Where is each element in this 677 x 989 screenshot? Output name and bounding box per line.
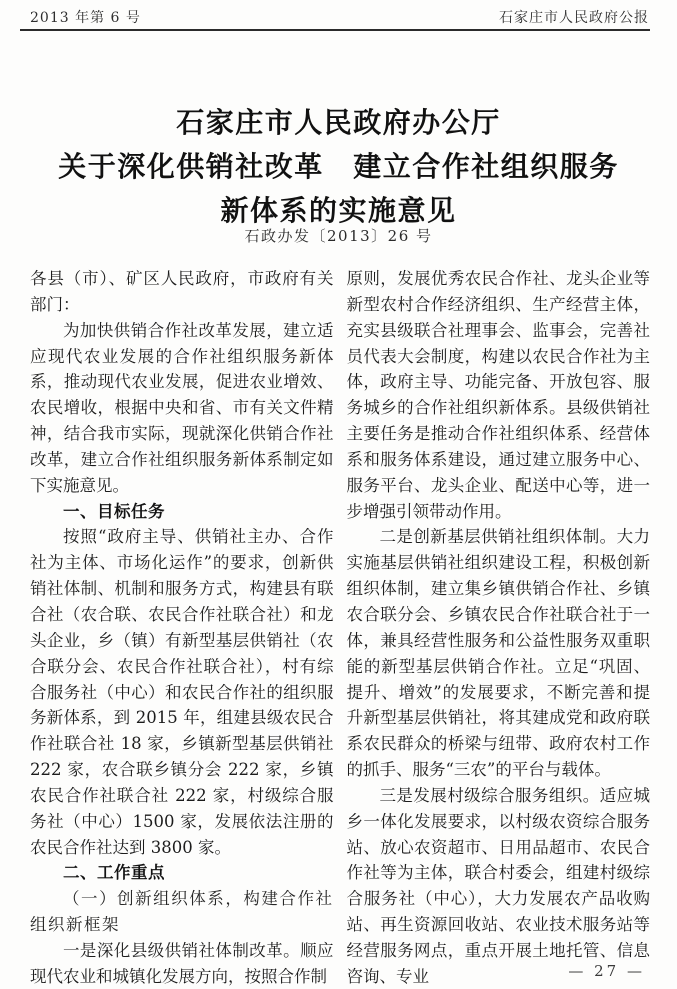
document-number: 石政办发〔2013〕26 号 [244,227,433,245]
header-gazette-title: 石家庄市人民政府公报 [499,10,649,26]
title-line-2: 关于深化供销社改革 建立合作社组织服务 [58,149,619,183]
paragraph: 按照“政府主导、供销社主办、合作社为主体、市场化运作”的要求，创新供销社体制、机制和服务方式，构建县有联合社（农合联、农民合作社联合社）和龙头企业，乡（镇）有新型基层供销社（农合联分会、农民合作社联合社），村有综合服务社（中心）和农民合作社的组织服务新体系，到 2015 年，组建县级农民合作社联合社 18 家，乡镇新型基层供销社 222 家，农合联乡镇分会 222 家，乡镇农民合作社联合社 222 家，村级综合服务社（中心）1500 家，发展依法注册的农民合作社达到 3800 家。 [30,527,334,857]
paragraph: 各县（市）、矿区人民政府，市政府有关部门： [30,269,334,314]
column-left [30,266,334,989]
page-number: — 27 — [568,962,645,980]
paragraph: 一是深化县级供销社体制改革。顺应现代农业和城镇化发展方向，按照合作制 [30,940,334,986]
page-footer [568,962,645,980]
section-heading: 二、工作重点 [63,863,165,883]
section-heading: 一、目标任务 [63,501,165,521]
paragraph: 三是发展村级综合服务组织。适应城乡一体化发展要求，以村级农资综合服务站、放心农资超市、日用品超市、农民合作社等为主体，联合村委会，组建村级综合服务社（中心），大力发展农产品收购站、再生资源回收站、农业技术服务站等经营服务网点，重点开展土地托管、信息咨询、专业 [346,785,650,986]
paragraph: 原则，发展优秀农民合作社、龙头企业等新型农村合作经济组织、生产经营主体，充实县级联合社理事会、监事会，完善社员代表大会制度，构建以农民合作社为主体，政府主导、功能完备、开放包容、服务城乡的合作社组织新体系。县级供销社主要任务是推动合作社组织体系、经营体系和服务体系建设，通过建立服务中心、服务平台、龙头企业、配送中心等，进一步增强引领带动作用。 [346,269,650,521]
document-title [10,101,667,233]
paragraph: 为加快供销合作社改革发展，建立适应现代农业发展的合作社组织服务新体系，推动现代农业发展，促进农业增效、农民增收，根据中央和省、市有关文件精神，结合我市实际，现就深化供销合作社改革，建立合作社组织服务新体系制定如下实施意见。 [30,320,334,495]
title-line-3: 新体系的实施意见 [220,193,457,227]
header-issue-number: 2013 年第 6 号 [30,10,141,26]
title-line-1: 石家庄市人民政府办公厅 [176,105,501,139]
running-header [30,7,649,27]
body-columns [30,266,650,989]
section-subheading: （一）创新组织体系，构建合作社组织新框架 [30,889,334,935]
column-right [347,266,651,989]
header-rule [20,29,650,31]
paragraph: 二是创新基层供销社组织体制。大力实施基层供销社组织建设工程，积极创新组织体制，建立集乡镇供销合作社、乡镇农合联分会、乡镇农民合作社联合社于一体，兼具经营性服务和公益性服务双重职能的新型基层供销合作社。立足“巩固、提升、增效”的发展要求，不断完善和提升新型基层供销社，将其建成党和政府联系农民群众的桥梁与纽带、政府农村工作的抓手、服务“三农”的平台与载体。 [346,527,650,780]
